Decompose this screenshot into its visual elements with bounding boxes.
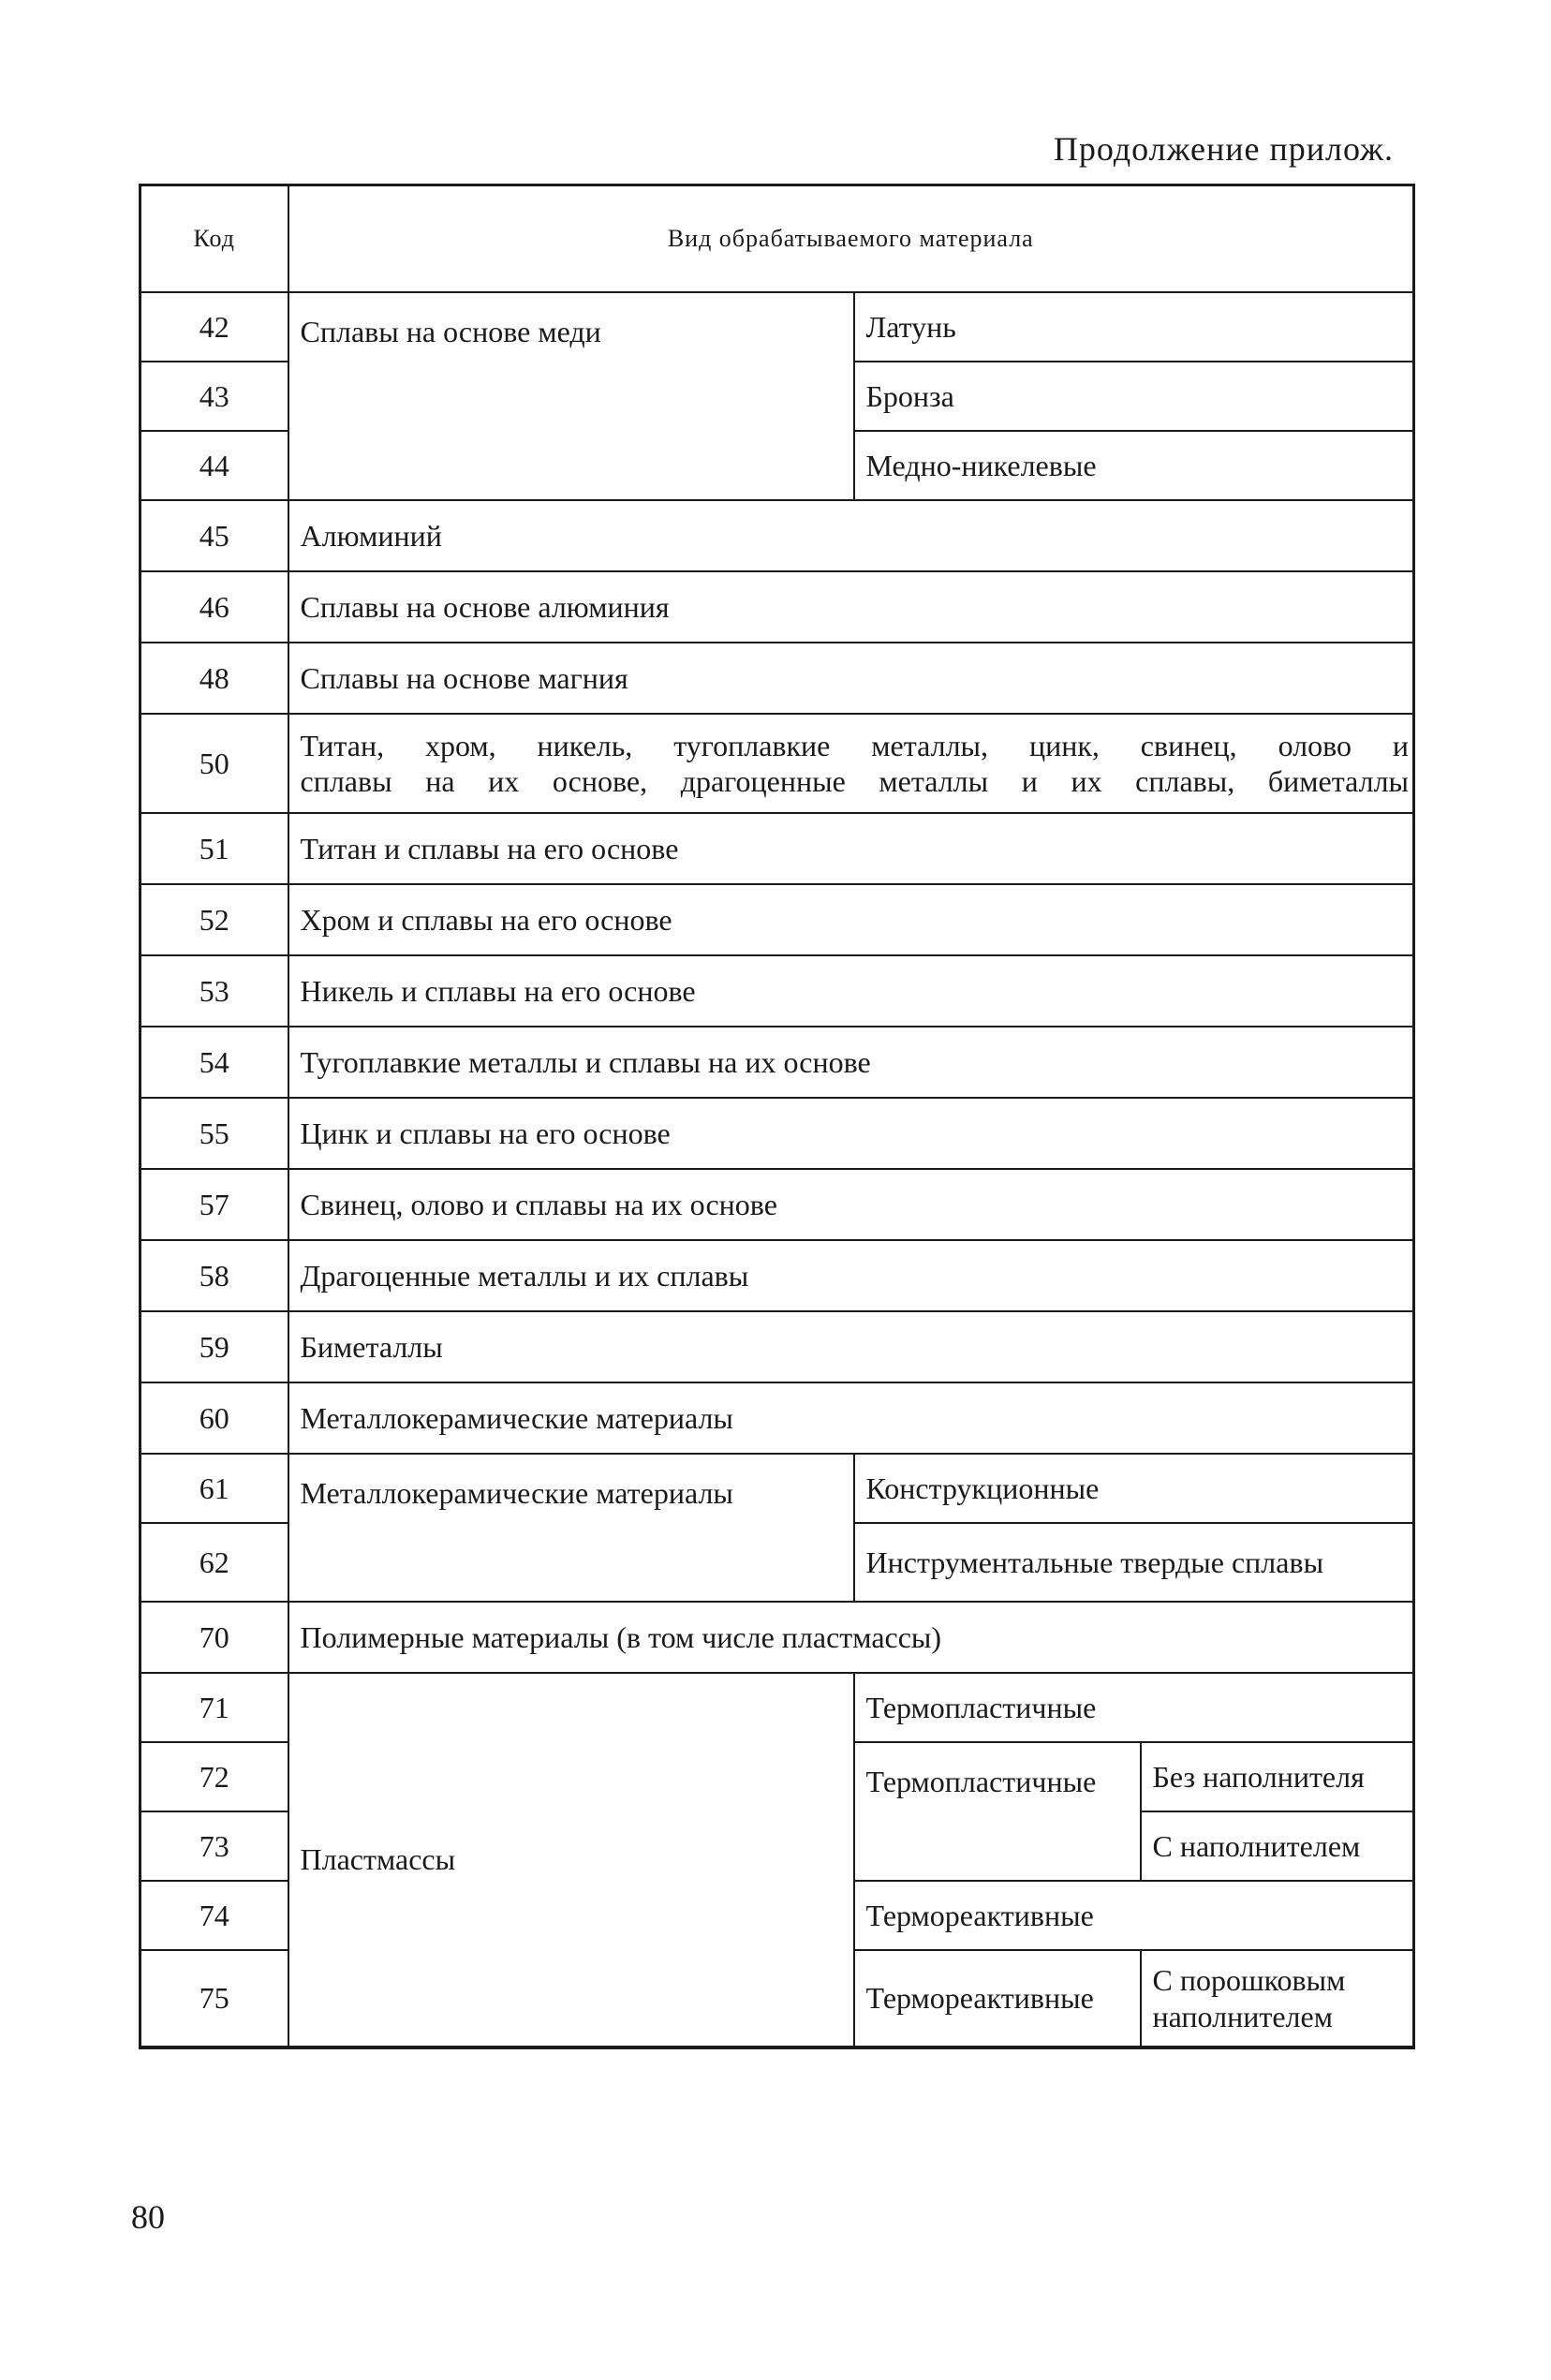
- table-row: [140, 1673, 1414, 1742]
- page-number: 80: [131, 2198, 165, 2236]
- table-row: [140, 1454, 1414, 1523]
- table-row: [140, 1240, 1414, 1311]
- material-44: Медно-никелевые: [854, 431, 1414, 500]
- material-57: Свинец, олово и сплавы на их основе: [288, 1169, 1414, 1240]
- code-45: 45: [140, 500, 288, 571]
- material-50: [288, 714, 1414, 813]
- code-61: 61: [140, 1454, 288, 1523]
- header-material: Вид обрабатываемого материала: [288, 185, 1414, 293]
- table-row: [140, 714, 1414, 813]
- code-60: 60: [140, 1382, 288, 1454]
- table-row: [140, 292, 1414, 362]
- material-51: Титан и сплавы на его основе: [288, 813, 1414, 884]
- code-50: 50: [140, 714, 288, 813]
- code-62: 62: [140, 1523, 288, 1602]
- table-row: [140, 1169, 1414, 1240]
- material-46: Сплавы на основе алюминия: [288, 571, 1414, 643]
- code-53: 53: [140, 955, 288, 1027]
- code-59: 59: [140, 1311, 288, 1382]
- material-58: Драгоценные металлы и их сплавы: [288, 1240, 1414, 1311]
- material-71: Термопластичные: [854, 1673, 1414, 1742]
- code-52: 52: [140, 884, 288, 955]
- code-70: 70: [140, 1602, 288, 1673]
- material-42: Латунь: [854, 292, 1414, 362]
- material-62: Инструментальные твердые сплавы: [854, 1523, 1414, 1602]
- code-73: 73: [140, 1811, 288, 1881]
- group-plastics: Пластмассы: [288, 1673, 854, 2047]
- code-43: 43: [140, 362, 288, 431]
- table-row: [140, 1311, 1414, 1382]
- code-42: 42: [140, 292, 288, 362]
- code-57: 57: [140, 1169, 288, 1240]
- code-58: 58: [140, 1240, 288, 1311]
- continuation-note: Продолжение прилож.: [1053, 130, 1394, 168]
- code-74: 74: [140, 1881, 288, 1950]
- table-row: [140, 571, 1414, 643]
- table-header-row: [140, 185, 1414, 293]
- table-row: [140, 1098, 1414, 1169]
- material-61: Конструкционные: [854, 1454, 1414, 1523]
- material-60: Металлокерамические материалы: [288, 1382, 1414, 1454]
- header-code: Код: [140, 185, 288, 293]
- material-59: Биметаллы: [288, 1311, 1414, 1382]
- material-73: С наполнителем: [1141, 1811, 1414, 1881]
- material-54: Тугоплавкие металлы и сплавы на их основе: [288, 1027, 1414, 1098]
- subgroup-thermoset: Термореактивные: [854, 1950, 1141, 2047]
- code-75: 75: [140, 1950, 288, 2047]
- code-44: 44: [140, 431, 288, 500]
- material-55: Цинк и сплавы на его основе: [288, 1098, 1414, 1169]
- table-row: [140, 884, 1414, 955]
- table-row: [140, 1602, 1414, 1673]
- table-row: [140, 500, 1414, 571]
- group-copper-alloys: Сплавы на основе меди: [288, 292, 854, 500]
- subgroup-thermoplastic: Термопластичные: [854, 1742, 1141, 1881]
- material-53: Никель и сплавы на его основе: [288, 955, 1414, 1027]
- table-row: [140, 955, 1414, 1027]
- group-cermet-materials: Металлокерамические материалы: [288, 1454, 854, 1602]
- material-72: Без наполнителя: [1141, 1742, 1414, 1811]
- table-row: [140, 1382, 1414, 1454]
- code-55: 55: [140, 1098, 288, 1169]
- table-row: [140, 813, 1414, 884]
- material-70: Полимерные материалы (в том числе пластмассы): [288, 1602, 1414, 1673]
- material-75: С порошковым наполнителем: [1141, 1950, 1414, 2047]
- code-46: 46: [140, 571, 288, 643]
- material-codes-table: [139, 184, 1415, 2049]
- material-45: Алюминий: [288, 500, 1414, 571]
- code-54: 54: [140, 1027, 288, 1098]
- table-row: [140, 643, 1414, 714]
- code-51: 51: [140, 813, 288, 884]
- material-74: Термореактивные: [854, 1881, 1414, 1950]
- code-71: 71: [140, 1673, 288, 1742]
- material-48: Сплавы на основе магния: [288, 643, 1414, 714]
- material-43: Бронза: [854, 362, 1414, 431]
- material-50-line-1: Титан, хром, никель, тугоплавкие металлы, цинк, свинец, олово и: [300, 728, 1410, 762]
- material-50-line-2: сплавы на их основе, драгоценные металлы и их сплавы, биметаллы: [300, 764, 1410, 798]
- code-48: 48: [140, 643, 288, 714]
- code-72: 72: [140, 1742, 288, 1811]
- table-row: [140, 1027, 1414, 1098]
- material-52: Хром и сплавы на его основе: [288, 884, 1414, 955]
